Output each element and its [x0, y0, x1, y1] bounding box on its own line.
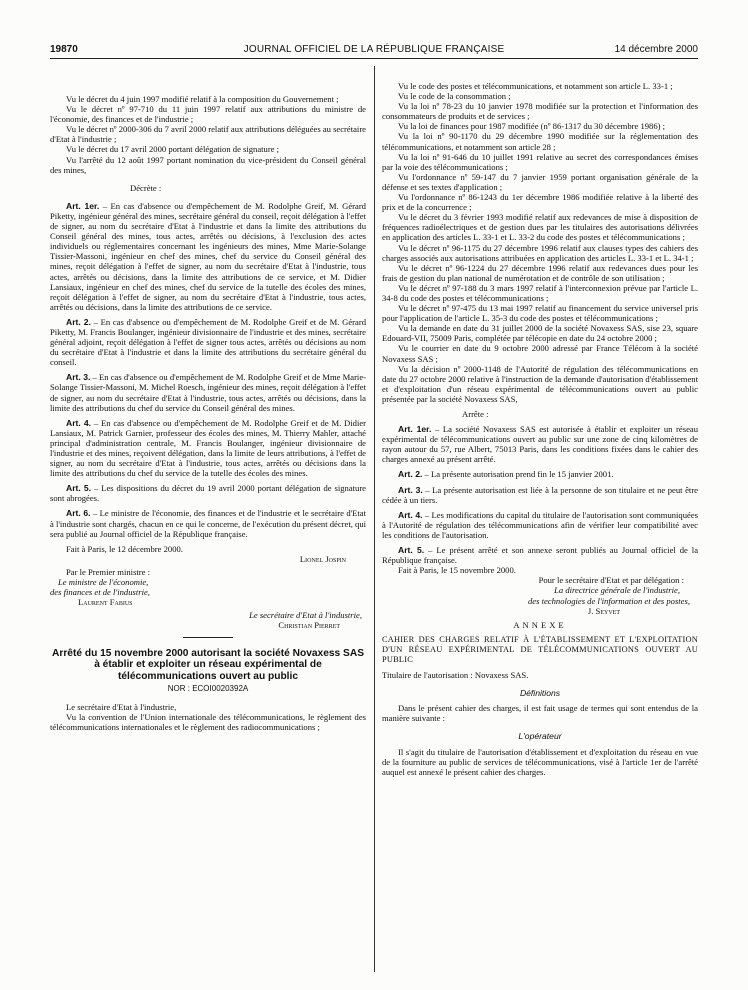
article-paragraph	[382, 545, 698, 565]
visa-paragraph: Vu l'arrêté du 12 août 1997 portant nomination du vice-président du Conseil général des mines,	[50, 154, 366, 175]
visa-paragraph: Vu le code de la consommation ;	[398, 91, 511, 102]
article-text: – Les modifications du capital du titulaire de l'autorisation sont communiquées à l'Autorité de régulation des télécommunications afin de vérifier leur compatibilité avec les conditions de l'autorisation.	[382, 509, 698, 540]
visa-paragraph: Vu le décret nº 2000-306 du 7 avril 2000 relatif aux attributions déléguées au secrétaire d'Etat à l'industrie ;	[50, 124, 366, 145]
signature-jospin: Lionel Jospin	[299, 553, 346, 564]
article-paragraph	[50, 317, 366, 367]
article-label: Art. 3.	[398, 484, 423, 495]
issue-date: 14 décembre 2000	[614, 44, 698, 55]
fait-line: Fait à Paris, le 15 novembre 2000.	[398, 565, 516, 576]
article-paragraph	[382, 469, 698, 479]
signature-pierret: Christian Pierret	[278, 620, 340, 631]
article-text: – En cas d'absence ou d'empêchement de M. Rodolphe Greif, M. Gérard Piketty, ingénieur général des mines, secrétaire général du conseil, reçoit délégation à l'effet de signer, au nom du secrétaire d'Etat à l'industrie et dans la limite des attributions du Conseil général des mines, tous actes, arrêtés ou décisions, à l'exclusion des actes individuels ou réglementaires concernant les ingénieurs des mines, Mme Marie-Solange Tissier-Massoni, ingénieur en chef des mines, chef du service du Conseil général des mines, reçoit délégation à l'effet de signer, au nom du secrétaire d'Etat à l'industrie, tous actes, arrêtés ou décisions, dans la limite des attributions de ce service, et M. Didier Lansiaux, ingénieur en chef des mines, chef du service de la tutelle des écoles des mines, reçoit délégation à l'effet de signer, au nom du secrétaire d'Etat à l'industrie, tous actes, arrêtés ou décisions, dans la limite des attributions de ce service.	[50, 200, 366, 312]
article-text: – Le présent arrêté et son annexe seront publiés au Journal officiel de la République française.	[382, 545, 699, 566]
article-paragraph	[50, 483, 366, 503]
article-label: Art. 5.	[398, 545, 425, 556]
left-column	[50, 94, 366, 732]
par-le-premier-ministre: Par le Premier ministre :	[66, 566, 151, 577]
decrete-heading: Décrète :	[130, 182, 162, 193]
operateur-heading: L'opérateur	[518, 731, 562, 742]
journal-title: JOURNAL OFFICIEL DE LA RÉPUBLIQUE FRANÇAISE	[243, 44, 505, 55]
visa-paragraph: Vu le décret nº 96-1175 du 27 décembre 1996 relatif aux clauses types des cahiers des charges associés aux autorisations attribuées en application des articles L. 33-1 et L. 34-1 ;	[382, 242, 698, 263]
cahier-heading: CAHIER DES CHARGES RELATIF À L'ÉTABLISSEMENT ET L'EXPLOITATION D'UN RÉSEAU EXPÉRIMENTAL DE TÉLÉCOMMUNICATIONS OUVERT AU PUBLIC	[382, 634, 698, 664]
nor-reference: NOR : ECOI0020392A	[167, 684, 249, 693]
article-paragraph	[50, 372, 366, 412]
visa-paragraph: Vu la loi de finances pour 1987 modifiée (nº 86-1317 du 30 décembre 1986) ;	[398, 121, 666, 132]
visa-paragraph: Vu le décret nº 96-1224 du 27 décembre 1996 relatif aux redevances dues pour les frais de gestion du plan national de numérotation et de contrôle de son utilisation ;	[382, 262, 698, 283]
article-paragraph	[382, 485, 698, 505]
directrice-title: La directrice générale de l'industrie,	[554, 585, 680, 596]
article-text: – En cas d'absence ou d'empêchement de M. Rodolphe Greif et de Mme Marie-Solange Tissier-Massoni, M. Michel Roesch, ingénieur des mines, reçoit délégation à l'effet de signer, au nom du secrétaire d'Etat à l'industrie, tous actes, arrêtés ou décisions, dans la limite des attributions du chef du service du Conseil général des mines.	[50, 372, 366, 413]
article-text: – La présente autorisation est liée à la personne de son titulaire et ne peut être cédée à un tiers.	[382, 484, 698, 505]
article-paragraph	[50, 508, 366, 538]
signature-fabius: Laurent Fabius	[78, 597, 133, 608]
minister-title: des finances et de l'industrie,	[50, 587, 150, 598]
article-label: Art. 1er.	[398, 424, 432, 435]
arrete-title: Arrêté du 15 novembre 2000 autorisant la société Novaxess SAS à établir et exploiter un réseau expérimental de télécommunications ouvert au public	[52, 647, 364, 682]
right-column	[382, 81, 698, 777]
visa-paragraph: Vu la loi nº 78-23 du 10 janvier 1978 modifiée sur la protection et l'information des consommateurs de produits et de services ;	[382, 101, 698, 122]
arrete-heading: Arrête :	[462, 409, 489, 419]
column-divider	[374, 66, 375, 972]
intro-paragraph: Vu la convention de l'Union internationale des télécommunications, le règlement des télécommunications internationales et le règlement des radiocommunications ;	[50, 712, 366, 733]
page-header	[0, 44, 748, 58]
article-text: – La présente autorisation prend fin le 15 janvier 2001.	[424, 469, 614, 480]
article-label: Art. 6.	[66, 508, 91, 519]
visa-paragraph: Vu le décret du 17 avril 2000 portant délégation de signature ;	[66, 144, 280, 155]
header-rule	[50, 58, 698, 59]
visa-paragraph: Vu la décision nº 2000-1148 de l'Autorité de régulation des télécommunications en date du 27 octobre 2000 relative à l'instruction de la demande d'autorisation d'établissement et d'exploitation d'un réseau expérimental de télécommunications ouvert au public présentée par la société Novaxess SAS,	[382, 363, 698, 404]
visa-paragraph: Vu le courrier en date du 9 octobre 2000 adressé par France Télécom à la société Novaxess SAS ;	[382, 343, 698, 364]
secretary-title: Le secrétaire d'Etat à l'industrie,	[249, 610, 362, 621]
visa-paragraph: Vu le décret du 4 juin 1997 modifié relatif à la composition du Gouvernement ;	[66, 94, 339, 104]
minister-title: Le ministre de l'économie,	[58, 577, 149, 588]
visa-paragraph: Vu l'ordonnance nº 59-147 du 7 janvier 1959 portant organisation générale de la défense et ses textes d'application ;	[382, 171, 698, 192]
fait-line: Fait à Paris, le 12 décembre 2000.	[66, 543, 183, 554]
article-paragraph	[50, 418, 366, 479]
article-label: Art. 5.	[66, 483, 92, 494]
article-label: Art. 3.	[66, 372, 91, 383]
definitions-heading: Définitions	[519, 688, 561, 699]
visa-paragraph: Vu la demande en date du 31 juillet 2000 de la société Novaxess SAS, sise 23, square Edouard-VII, 75009 Paris, complétée par télécopie en date du 24 octobre 2000 ;	[382, 323, 698, 344]
visa-paragraph: Vu le décret nº 97-475 du 13 mai 1997 relatif au financement du service universel pris pour l'application de l'article L. 35-3 du code des postes et télécommunications ;	[382, 303, 698, 324]
visa-paragraph: Vu le code des postes et télécommunications, et notamment son article L. 33-1 ;	[398, 81, 673, 91]
article-paragraph	[382, 424, 698, 464]
article-text: – En cas d'absence ou d'empêchement de M. Rodolphe Greif et de M. Gérard Piketty, M. Francis Boulanger, ingénieur divisionnaire de l'industrie et des mines, secrétaire général adjoint, reçoit délégation à l'effet de signer tous actes, arrêtés ou décisions au nom du secrétaire d'Etat à l'industrie et dans la limite des attributions du secrétaire général du conseil.	[50, 316, 367, 368]
signature-seyvet: J. Seyvet	[587, 605, 620, 616]
delegation-line: Pour le secrétaire d'Etat et par délégation :	[538, 575, 684, 586]
page-number: 19870	[50, 44, 78, 55]
article-paragraph	[50, 201, 366, 312]
definitions-text: Dans le présent cahier des charges, il est fait usage de termes qui sont entendus de la manière suivante :	[382, 703, 698, 724]
article-text: – Le ministre de l'économie, des finances et de l'industrie et le secrétaire d'Etat à l'industrie sont chargés, chacun en ce qui le concerne, de l'exécution du présent décret, qui sera publié au Journal officiel de la République française.	[50, 508, 367, 539]
article-label: Art. 2.	[398, 469, 423, 480]
article-label: Art. 2.	[66, 316, 91, 327]
article-text: – En cas d'absence ou d'empêchement de M. Rodolphe Greif et de M. Didier Lansiaux, M. Patrick Garnier, professeur des écoles des mines, M. Thierry Mahler, attaché principal d'administration centrale, M. Francis Boulanger, ingénieur divisionnaire de l'industrie et des mines, reçoivent délégation, dans la limite de leurs attributions, à l'effet de signer, au nom du secrétaire d'Etat à l'industrie, tous actes, arrêtés ou décisions dans la limite des attributions du chef du service de la tutelle des écoles des mines.	[50, 417, 367, 479]
visa-paragraph: Vu le décret nº 97-710 du 11 juin 1997 relatif aux attributions du ministre de l'économie, des finances et de l'industrie ;	[50, 104, 366, 125]
annexe-heading: ANNEXE	[513, 619, 567, 630]
visa-paragraph: Vu la loi nº 91-646 du 10 juillet 1991 relative au secret des correspondances émises par la voie des télécommunications ;	[382, 151, 698, 172]
article-label: Art. 4.	[398, 509, 423, 520]
visa-paragraph: Vu le décret du 3 février 1993 modifié relatif aux redevances de mise à disposition de fréquences radioélectriques et de gestion dues par les titulaires des autorisations délivrées en application des articles L. 33-1 et L. 33-2 du code des postes et télécommunications ;	[382, 212, 698, 243]
visa-paragraph: Vu l'ordonnance nº 86-1243 du 1er décembre 1986 modifiée relative à la liberté des prix et de la concurrence ;	[382, 192, 698, 213]
visa-paragraph: Vu la loi nº 90-1170 du 29 décembre 1990 modifiée sur la réglementation des télécommunications, et notamment son article 28 ;	[382, 131, 698, 152]
intro-paragraph: Le secrétaire d'Etat à l'industrie,	[66, 702, 177, 713]
article-text: – Les dispositions du décret du 19 avril 2000 portant délégation de signature sont abrogées.	[50, 483, 366, 504]
directrice-title: des technologies de l'information et des postes,	[528, 595, 690, 606]
visa-paragraph: Vu le décret nº 97-188 du 3 mars 1997 relatif à l'interconnexion prévue par l'article L. 34-8 du code des postes et télécommunications ;	[382, 282, 698, 303]
operateur-text: Il s'agit du titulaire de l'autorisation d'établissement et d'exploitation du réseau en vue de la fourniture au public de services de télécommunications, visé à l'article 1er de l'arrêté auquel est annexé le présent cahier des charges.	[382, 746, 698, 777]
titulaire-line: Titulaire de l'autorisation : Novaxess SAS.	[382, 670, 529, 681]
article-paragraph	[382, 510, 698, 540]
section-separator	[183, 637, 233, 638]
article-label: Art. 1er.	[66, 200, 100, 211]
article-text: – La société Novaxess SAS est autorisée à établir et exploiter un réseau expérimental de télécommunications ouvert au public sur une zone de cinq kilomètres de rayon autour du 57, rue Albert, 75013 Paris, dans les conditions fixées dans le cahier des charges annexé au présent arrêté.	[382, 424, 698, 465]
article-label: Art. 4.	[66, 417, 92, 428]
